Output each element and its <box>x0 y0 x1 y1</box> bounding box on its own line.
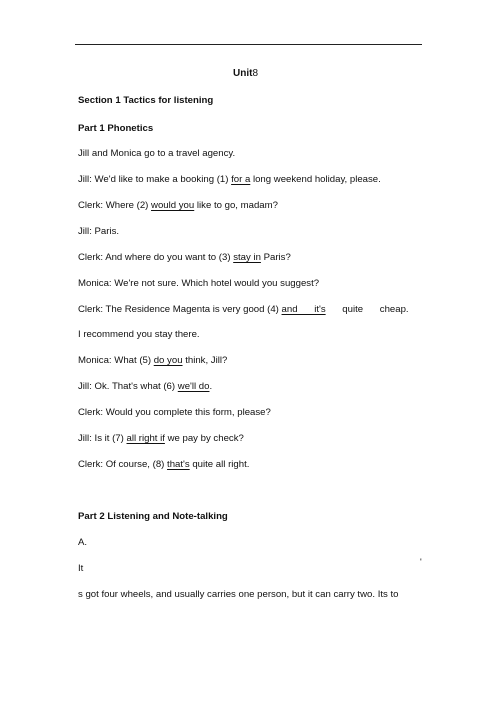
blank-answer-4: and it's <box>281 304 326 315</box>
dialogue-text: think, Jill? <box>182 355 228 366</box>
dialogue-line-2 <box>78 174 381 186</box>
header-rule <box>75 44 422 45</box>
part1-heading: Part 1 Phonetics <box>78 123 154 134</box>
blank-answer-2: would you <box>151 200 195 211</box>
blank-answer-8: that's <box>167 459 190 470</box>
dialogue-line-12 <box>78 433 244 445</box>
dialogue-line-13 <box>78 459 249 471</box>
dialogue-line-6: Monica: We're not sure. Which hotel would you suggest? <box>78 278 320 289</box>
paragraph-start-word: It <box>78 563 84 574</box>
blank-answer-1: for a <box>231 174 251 185</box>
dialogue-text: Clerk: Where (2) <box>78 200 152 211</box>
dialogue-line-9 <box>78 355 227 367</box>
dialogue-text: Jill: Is it (7) <box>78 433 127 444</box>
dialogue-text: . <box>209 381 213 392</box>
dialogue-line-3 <box>78 200 278 212</box>
blank-answer-6: we'll do <box>177 381 210 392</box>
dialogue-text: quite cheap. <box>325 304 409 315</box>
dialogue-line-1: Jill and Monica go to a travel agency. <box>78 148 236 159</box>
dialogue-line-5 <box>78 252 291 264</box>
dialogue-text: long weekend holiday, please. <box>250 174 381 185</box>
dialogue-line-10 <box>78 381 212 393</box>
blank-answer-3: stay in <box>233 252 261 263</box>
dialogue-text: Clerk: And where do you want to (3) <box>78 252 234 263</box>
unit-title <box>233 68 258 79</box>
dialogue-text: Paris? <box>260 252 291 263</box>
dialogue-line-4: Jill: Paris. <box>78 226 120 237</box>
dialogue-line-11: Clerk: Would you complete this form, please? <box>78 407 271 418</box>
part2-heading: Part 2 Listening and Note-talking <box>78 511 228 522</box>
paragraph-line: s got four wheels, and usually carries one person, but it can carry two. Its to <box>78 589 399 600</box>
dialogue-text: Jill: Ok. That's what (6) <box>78 381 178 392</box>
stray-apostrophe: ' <box>420 557 422 567</box>
dialogue-text: Clerk: The Residence Magenta is very good (4) <box>78 304 282 315</box>
unit-title-number: 8 <box>252 68 259 79</box>
dialogue-line-7 <box>78 304 409 316</box>
unit-title-bold: Unit <box>233 68 253 79</box>
dialogue-text: quite all right. <box>189 459 250 470</box>
dialogue-text: Monica: What (5) <box>78 355 154 366</box>
part-a-label: A. <box>78 537 88 548</box>
blank-answer-7: all right if <box>126 433 165 444</box>
section-heading: Section 1 Tactics for listening <box>78 95 214 106</box>
dialogue-line-8: I recommend you stay there. <box>78 329 200 340</box>
dialogue-text: Jill: We'd like to make a booking (1) <box>78 174 232 185</box>
dialogue-text: Clerk: Of course, (8) <box>78 459 168 470</box>
blank-answer-5: do you <box>153 355 183 366</box>
dialogue-text: we pay by check? <box>164 433 244 444</box>
dialogue-text: like to go, madam? <box>194 200 278 211</box>
